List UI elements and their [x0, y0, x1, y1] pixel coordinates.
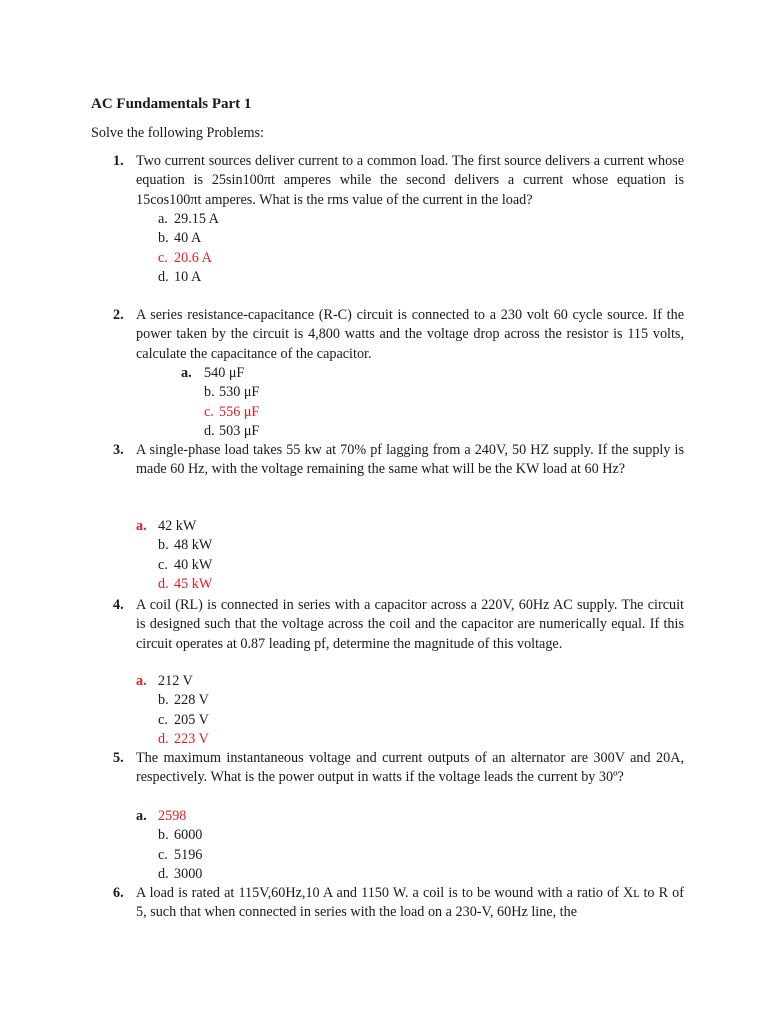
- option-label: b.: [158, 692, 169, 709]
- option-value: 42 kW: [158, 518, 197, 534]
- option-label: d.: [158, 731, 169, 748]
- option-value: 530 μF: [219, 384, 260, 401]
- option-label: b.: [158, 230, 169, 247]
- option-value: 5196: [174, 846, 203, 863]
- option-value: 29.15 A: [174, 211, 219, 227]
- option-value: 556 μF: [219, 403, 260, 420]
- option-value: 45 kW: [174, 576, 213, 593]
- option-value: 20.6 A: [174, 249, 212, 266]
- question-text: A series resistance-capacitance (R-C) circuit is connected to a 230 volt 60 cycle source. If the power taken by the circuit is 4,800 watts and the voltage drop across the resistor is 115 volts, calculate the capacitance of the capacitor.: [136, 307, 684, 362]
- option-value: 2598: [158, 808, 187, 824]
- option-value: 223 V: [174, 731, 209, 748]
- option-label: c.: [158, 711, 168, 728]
- option-value: 212 V: [158, 673, 193, 689]
- question-number: 2.: [113, 307, 124, 323]
- question-number: 3.: [113, 442, 124, 458]
- option-value: 3000: [174, 866, 203, 883]
- document-title: AC Fundamentals Part 1: [91, 96, 252, 112]
- option-value: 540 μF: [204, 365, 245, 381]
- option-label: d.: [158, 866, 169, 883]
- question-text: The maximum instantaneous voltage and current outputs of an alternator are 300V and 20A, respectively. What is the power output in watts if the voltage leads the current by 30º?: [136, 750, 684, 786]
- option-label: a.: [136, 808, 147, 824]
- question-text: A single-phase load takes 55 kw at 70% pf lagging from a 240V, 50 HZ supply. If the supply is made 60 Hz, with the voltage remaining the same what will be the KW load at 60 Hz?: [136, 442, 684, 478]
- option-label: b.: [204, 384, 215, 401]
- option-label: d.: [158, 269, 169, 286]
- option-value: 10 A: [174, 269, 202, 286]
- option-label: c.: [158, 249, 168, 266]
- option-value: 40 kW: [174, 556, 213, 573]
- option-label: b.: [158, 827, 169, 844]
- option-value: 503 μF: [219, 423, 260, 440]
- option-label: a.: [158, 211, 168, 227]
- option-value: 6000: [174, 827, 203, 844]
- option-value: 205 V: [174, 711, 209, 728]
- option-value: 48 kW: [174, 537, 213, 554]
- option-value: 40 A: [174, 230, 202, 247]
- question-text: A coil (RL) is connected in series with a capacitor across a 220V, 60Hz AC supply. The circuit is designed such that the voltage across the coil and the capacitor are numerically equal. If this circuit operates at 0.87 leading pf, determine the magnitude of this voltage.: [136, 597, 684, 652]
- question-number: 6.: [113, 885, 124, 901]
- question-text: A load is rated at 115V,60Hz,10 A and 1150 W. a coil is to be wound with a ratio of Xʟ to R of 5, such that when connected in series with the load on a 230-V, 60Hz line, the: [136, 885, 684, 921]
- option-label: c.: [158, 846, 168, 863]
- instruction-text: Solve the following Problems:: [91, 125, 265, 141]
- option-label: d.: [204, 423, 215, 440]
- option-label: d.: [158, 576, 169, 593]
- question-number: 4.: [113, 597, 124, 613]
- option-label: b.: [158, 537, 169, 554]
- option-label: c.: [204, 403, 214, 420]
- option-label: a.: [136, 673, 147, 689]
- question-number: 5.: [113, 750, 124, 766]
- option-label: a.: [181, 365, 192, 381]
- question-text: Two current sources deliver current to a common load. The first source delivers a current whose equation is 25sin100πt amperes while the second delivers a current whose equation is 15cos100πt amperes. What is the rms value of the current in the load?: [136, 153, 684, 208]
- option-value: 228 V: [174, 692, 209, 709]
- question-number: 1.: [113, 153, 124, 169]
- option-label: a.: [136, 518, 147, 534]
- option-label: c.: [158, 556, 168, 573]
